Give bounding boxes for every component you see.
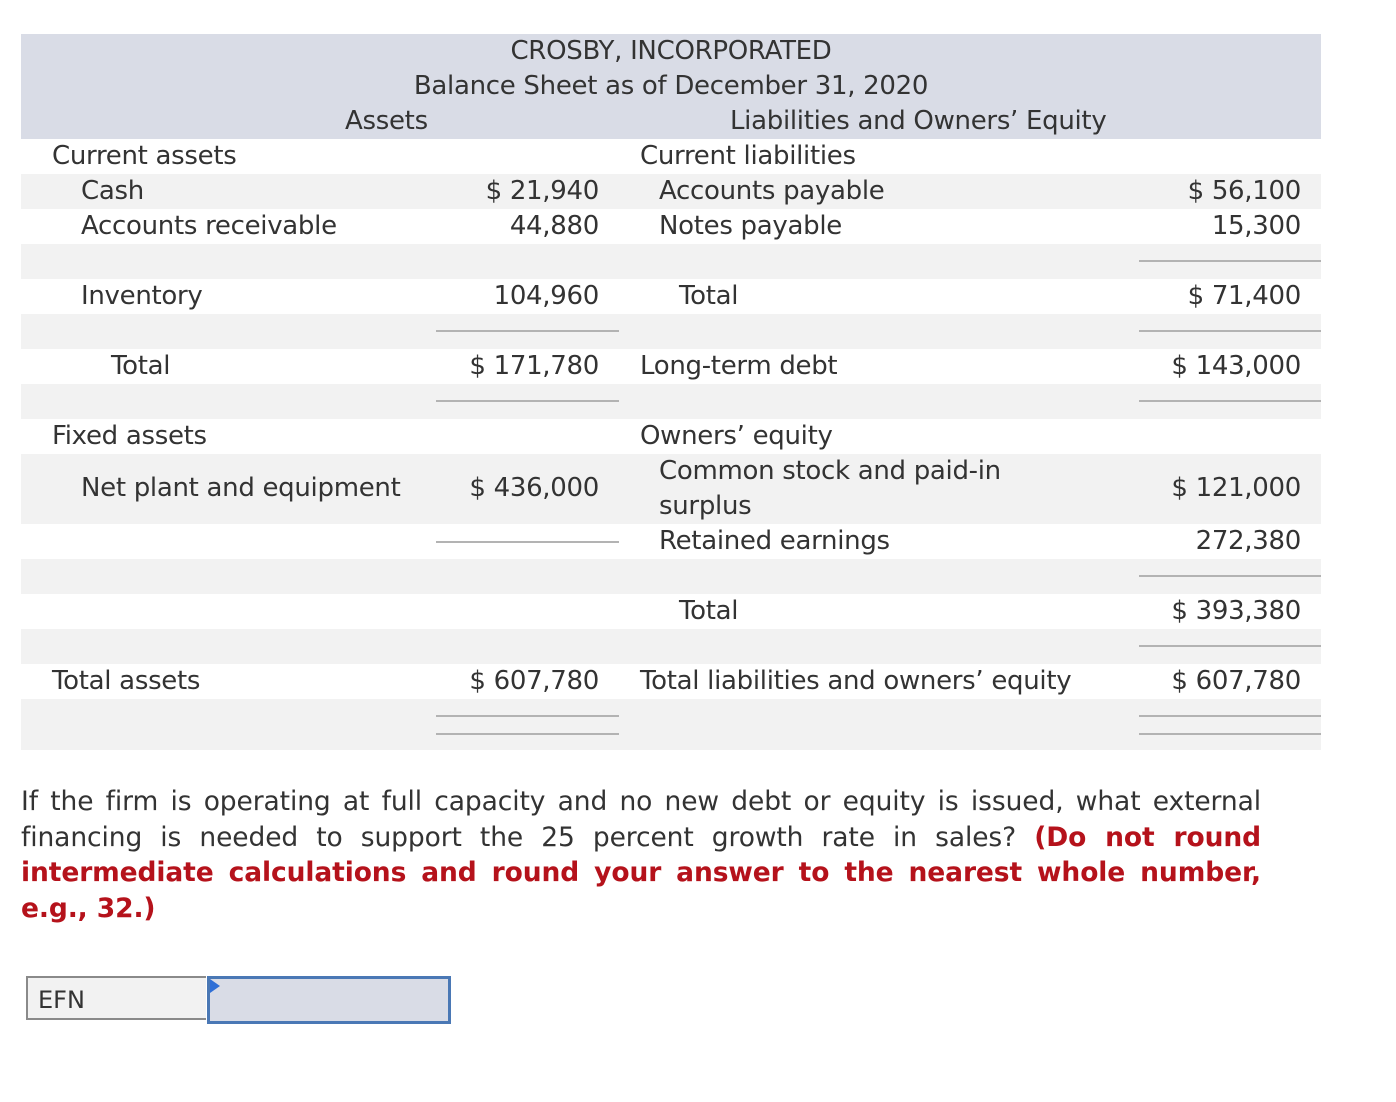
common-stock-label-line2: surplus [659,491,752,521]
fixed-assets-label: Fixed assets [52,421,207,451]
question-body: If the firm is operating at full capacity and no new debt or equity is issued, what external financing is needed to support the 25 percent growth rate in sales? [21,786,1261,853]
current-liabilities-total-value: $ 71,400 [1187,281,1301,311]
notes-payable-value: 15,300 [1211,211,1301,241]
net-plant-value: $ 436,000 [469,473,599,503]
cash-value: $ 21,940 [485,176,599,206]
double-rule-top [1139,715,1321,717]
double-rule-top [436,715,619,717]
input-marker-icon [210,979,220,993]
total-liabilities-equity-label: Total liabilities and owners’ equity [640,666,1072,696]
notes-payable-label: Notes payable [659,211,842,241]
long-term-debt-value: $ 143,000 [1171,351,1301,381]
owners-equity-label: Owners’ equity [640,421,833,451]
statement-title: Balance Sheet as of December 31, 2020 [413,71,929,101]
total-rule [436,541,619,543]
current-assets-total-label: Total [111,351,171,381]
double-rule-bottom [1139,733,1321,735]
liabilities-header: Liabilities and Owners’ Equity [730,106,1107,136]
current-assets-total-value: $ 171,780 [469,351,599,381]
inventory-label: Inventory [81,281,203,311]
efn-answer-input[interactable] [207,976,451,1024]
total-rule [436,400,619,402]
subtotal-rule [1139,260,1321,262]
cash-label: Cash [81,176,144,206]
row-band [21,699,1321,750]
total-liabilities-equity-value: $ 607,780 [1171,666,1301,696]
retained-earnings-label: Retained earnings [659,526,890,556]
row-band [21,244,1321,279]
current-liabilities-label: Current liabilities [640,141,856,171]
subtotal-rule [1139,575,1321,577]
common-stock-label-line1: Common stock and paid-in [659,456,1001,486]
total-rule [1139,330,1321,332]
accounts-payable-label: Accounts payable [659,176,885,206]
accounts-receivable-label: Accounts receivable [81,211,337,241]
total-assets-value: $ 607,780 [469,666,599,696]
total-assets-label: Total assets [52,666,201,696]
long-term-debt-label: Long-term debt [640,351,838,381]
question-text [21,784,1261,926]
accounts-payable-value: $ 56,100 [1187,176,1301,206]
current-liabilities-total-label: Total [679,281,739,311]
row-band [21,314,1321,349]
common-stock-value: $ 121,000 [1171,473,1301,503]
assets-header: Assets [345,106,428,136]
subtotal-rule [436,330,619,332]
row-band [21,629,1321,664]
equity-total-label: Total [679,596,739,626]
row-band [21,384,1321,419]
company-name: CROSBY, INCORPORATED [510,36,832,66]
net-plant-label: Net plant and equipment [81,473,401,503]
total-rule [1139,400,1321,402]
current-assets-label: Current assets [52,141,237,171]
balance-sheet [21,34,1321,750]
efn-label: EFN [26,976,206,1020]
accounts-receivable-value: 44,880 [509,211,599,241]
total-rule [1139,645,1321,647]
equity-total-value: $ 393,380 [1171,596,1301,626]
retained-earnings-value: 272,380 [1195,526,1301,556]
double-rule-bottom [436,733,619,735]
inventory-value: 104,960 [493,281,599,311]
rounding-instruction: (Do not round intermediate calculations and round your answer to the nearest whole number, e.g., 32.) [21,821,1261,924]
row-band [21,559,1321,594]
